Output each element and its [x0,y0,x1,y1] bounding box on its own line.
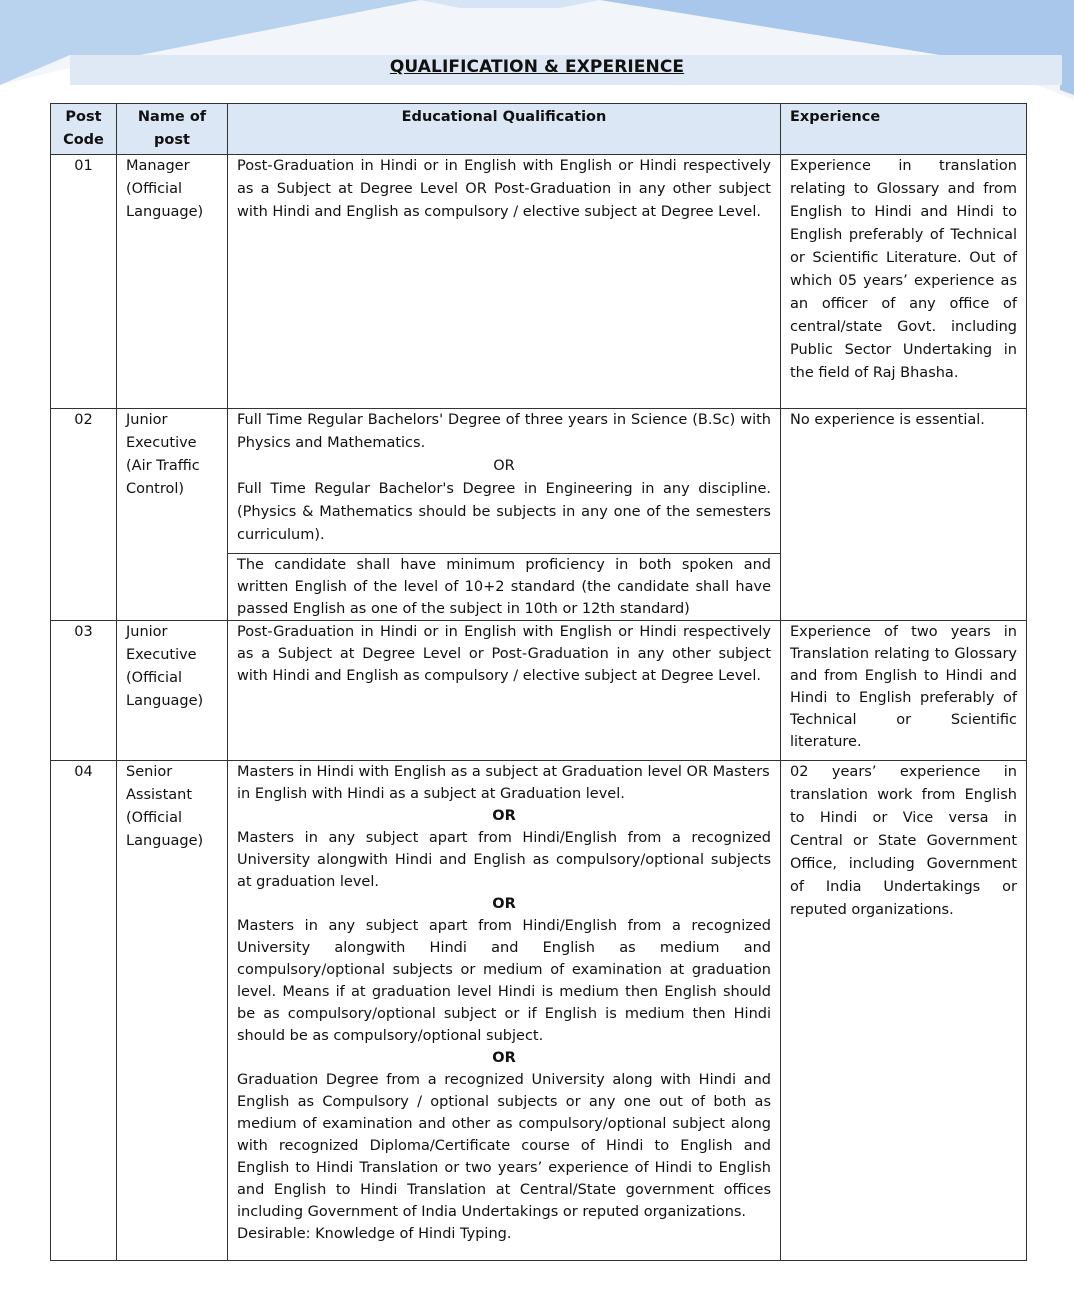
or-separator: OR [492,808,516,824]
desirable-text: Desirable: Knowledge of Hindi Typing. [237,1226,512,1242]
qualification-text: Full Time Regular Bachelor's Degree in Engineering in any discipline. (Physics & Mathematics should be subjects in any one of the semesters curriculum). [237,481,771,543]
qualification-text: Full Time Regular Bachelors' Degree of three years in Science (B.Sc) with Physics and Mathematics. [237,412,771,451]
or-separator: OR [492,1050,516,1066]
header-decoration [0,0,1074,100]
table-row [51,409,1027,621]
qualification-text: Graduation Degree from a recognized University along with Hindi and English as Compulsory / optional subjects or any one out of both as medium of examination and other as compulsory/optional subject along with recognized Diploma/Certificate course of Hindi to English and English to Hindi Translation or two years’ experience of Hindi to English and English to Hindi Translation at Central/State government offices including Government of India Undertakings or reputed organizations. [237,1072,771,1220]
experience-text: Experience of two years in Translation relating to Glossary and from English to Hindi and Hindi to English preferably of Technical or Scientific literature. [781,621,1027,761]
qualification-cell [228,761,781,1261]
table-row [51,621,1027,761]
or-separator: OR [492,896,516,912]
experience-text: Experience in translation relating to Glossary and from English to Hindi and Hindi to English preferably of Technical or Scientific Literature. Out of which 05 years’ experience as an officer of any office of central/state Govt. including Public Sector Undertaking in the field of Raj Bhasha. [781,155,1027,409]
or-separator: OR [493,458,515,474]
header-experience: Experience [781,104,1027,155]
post-name: Senior Assistant (Official Language) [117,761,228,1261]
qualification-text: The candidate shall have minimum proficiency in both spoken and written English of the level of 10+2 standard (the candidate shall have passed English as one of the subject in 10th or 12th standard) [228,553,780,620]
header-name-of-post: Name of post [117,104,228,155]
header-post-code: Post Code [51,104,117,155]
post-name: Manager (Official Language) [117,155,228,409]
qualification-cell [228,409,781,621]
table-header-row [51,104,1027,155]
post-code: 04 [51,761,117,1261]
qualification-text: Post-Graduation in Hindi or in English with English or Hindi respectively as a Subject at Degree Level OR Post-Graduation in any other subject with Hindi and English as compulsory / elective subject at Degree Level. [228,155,781,409]
qualification-text: Post-Graduation in Hindi or in English with English or Hindi respectively as a Subject at Degree Level or Post-Graduation in any other subject with Hindi and English as compulsory / elective subject at Degree Level. [228,621,781,761]
post-code: 03 [51,621,117,761]
table-row [51,155,1027,409]
experience-text: 02 years’ experience in translation work from English to Hindi or Vice versa in Central or State Government Office, including Government of India Undertakings or reputed organizations. [781,761,1027,1261]
page-title: QUALIFICATION & EXPERIENCE [389,57,685,77]
qualification-table [50,103,1027,1261]
post-name: Junior Executive (Official Language) [117,621,228,761]
qualification-text: Masters in any subject apart from Hindi/English from a recognized University alongwith Hindi and English as compulsory/optional subjects at graduation level. [237,830,771,890]
post-name: Junior Executive (Air Traffic Control) [117,409,228,621]
qualification-text: Masters in Hindi with English as a subject at Graduation level OR Masters in English with Hindi as a subject at Graduation level. [237,764,770,802]
post-code: 02 [51,409,117,621]
header-educational-qualification: Educational Qualification [228,104,781,155]
table-row [51,761,1027,1261]
post-code: 01 [51,155,117,409]
qualification-text: Masters in any subject apart from Hindi/English from a recognized University alongwith Hindi and English as medium and compulsory/optional subjects or medium of examination at graduation level. Means if at graduation level Hindi is medium then English should be as compulsory/optional subject or if English is medium then Hindi should be as compulsory/optional subject. [237,918,771,1044]
experience-text: No experience is essential. [781,409,1027,621]
